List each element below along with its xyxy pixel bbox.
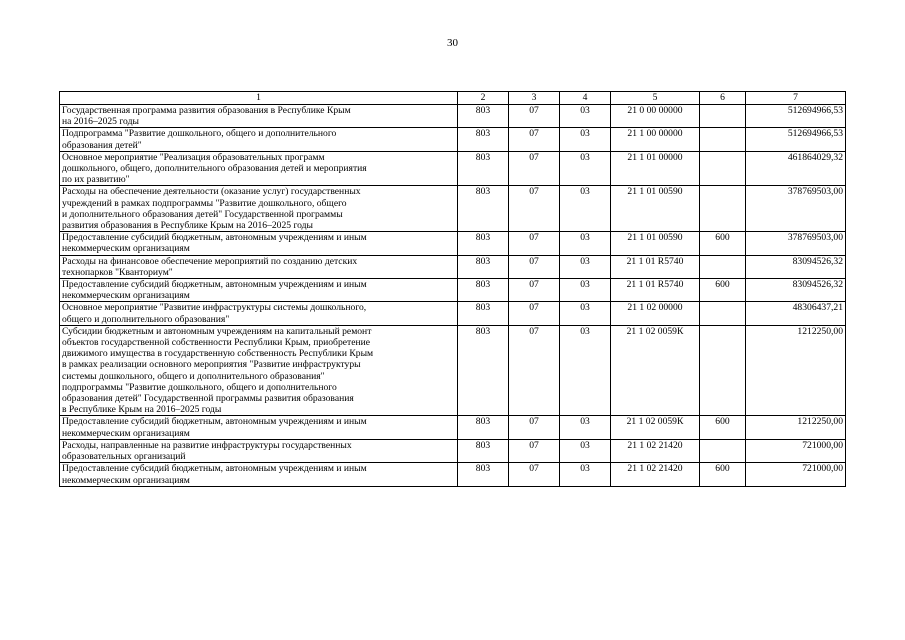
cell-description: Расходы на обеспечение деятельности (оказание услуг) государственных учреждений в рамках подпрограммы "Развитие дошкольного, общего и дополнительного образования детей" Государственной программы развития образования в Республике Крым на 2016–2025 годы [60, 186, 458, 232]
cell-section: 07 [509, 302, 560, 325]
cell-subsection: 03 [560, 105, 611, 128]
header-col-5: 5 [611, 92, 700, 105]
cell-expense-type [700, 186, 746, 232]
table-body [60, 105, 846, 487]
cell-target-article: 21 1 01 00590 [611, 232, 700, 255]
cell-target-article: 21 1 01 R5740 [611, 279, 700, 302]
cell-admin-code: 803 [458, 325, 509, 416]
cell-amount: 512694966,53 [746, 128, 846, 151]
cell-target-article: 21 1 01 R5740 [611, 255, 700, 278]
cell-amount: 378769503,00 [746, 186, 846, 232]
cell-description: Субсидии бюджетным и автономным учреждениям на капитальный ремонт объектов государственной собственности Республики Крым, приобретение движимого имущества в государственную собственность Республики Крым в рамках реализации основного мероприятия "Развитие инфраструктуры системы дошкольного, общего и дополнительного образования" подпрограммы "Развитие дошкольного, общего и дополнительного образования детей" Государственной программы развития образования в Республике Крым на 2016–2025 годы [60, 325, 458, 416]
table-row [60, 463, 846, 486]
header-col-4: 4 [560, 92, 611, 105]
cell-section: 07 [509, 416, 560, 439]
cell-section: 07 [509, 463, 560, 486]
cell-section: 07 [509, 255, 560, 278]
cell-section: 07 [509, 105, 560, 128]
cell-target-article: 21 1 02 0059К [611, 416, 700, 439]
cell-section: 07 [509, 151, 560, 186]
header-col-3: 3 [509, 92, 560, 105]
cell-expense-type [700, 255, 746, 278]
cell-section: 07 [509, 325, 560, 416]
cell-section: 07 [509, 128, 560, 151]
cell-target-article: 21 0 00 00000 [611, 105, 700, 128]
header-col-2: 2 [458, 92, 509, 105]
cell-expense-type [700, 151, 746, 186]
cell-admin-code: 803 [458, 232, 509, 255]
cell-amount: 378769503,00 [746, 232, 846, 255]
cell-expense-type [700, 128, 746, 151]
cell-subsection: 03 [560, 186, 611, 232]
table-row [60, 302, 846, 325]
header-col-1: 1 [60, 92, 458, 105]
cell-amount: 83094526,32 [746, 279, 846, 302]
cell-subsection: 03 [560, 128, 611, 151]
cell-target-article: 21 1 02 21420 [611, 439, 700, 462]
cell-description: Предоставление субсидий бюджетным, автономным учреждениям и иным некоммерческим организациям [60, 463, 458, 486]
cell-target-article: 21 1 00 00000 [611, 128, 700, 151]
cell-section: 07 [509, 232, 560, 255]
cell-expense-type [700, 302, 746, 325]
cell-amount: 48306437,21 [746, 302, 846, 325]
cell-admin-code: 803 [458, 255, 509, 278]
cell-amount: 721000,00 [746, 439, 846, 462]
cell-subsection: 03 [560, 439, 611, 462]
cell-subsection: 03 [560, 302, 611, 325]
cell-description: Расходы на финансовое обеспечение мероприятий по созданию детских технопарков "Кванториум" [60, 255, 458, 278]
cell-description: Расходы, направленные на развитие инфраструктуры государственных образовательных организаций [60, 439, 458, 462]
table-row [60, 128, 846, 151]
cell-expense-type: 600 [700, 232, 746, 255]
cell-expense-type [700, 439, 746, 462]
cell-description: Государственная программа развития образования в Республике Крым на 2016–2025 годы [60, 105, 458, 128]
table-row [60, 105, 846, 128]
page-number: 30 [447, 37, 458, 49]
cell-section: 07 [509, 186, 560, 232]
cell-subsection: 03 [560, 232, 611, 255]
cell-admin-code: 803 [458, 151, 509, 186]
header-row [60, 92, 846, 105]
header-col-7: 7 [746, 92, 846, 105]
cell-amount: 461864029,32 [746, 151, 846, 186]
budget-table [59, 91, 846, 487]
cell-amount: 1212250,00 [746, 325, 846, 416]
cell-description: Основное мероприятие "Реализация образовательных программ дошкольного, общего, дополнительного образования детей и мероприятия по их развитию" [60, 151, 458, 186]
cell-admin-code: 803 [458, 463, 509, 486]
cell-description: Предоставление субсидий бюджетным, автономным учреждениям и иным некоммерческим организациям [60, 232, 458, 255]
table-row [60, 439, 846, 462]
cell-description: Предоставление субсидий бюджетным, автономным учреждениям и иным некоммерческим организациям [60, 416, 458, 439]
cell-amount: 721000,00 [746, 463, 846, 486]
cell-description: Подпрограмма "Развитие дошкольного, общего и дополнительного образования детей" [60, 128, 458, 151]
cell-target-article: 21 1 01 00000 [611, 151, 700, 186]
table-row [60, 232, 846, 255]
header-col-6: 6 [700, 92, 746, 105]
table-row [60, 416, 846, 439]
cell-section: 07 [509, 439, 560, 462]
cell-subsection: 03 [560, 279, 611, 302]
cell-description: Предоставление субсидий бюджетным, автономным учреждениям и иным некоммерческим организациям [60, 279, 458, 302]
cell-admin-code: 803 [458, 279, 509, 302]
cell-admin-code: 803 [458, 416, 509, 439]
cell-section: 07 [509, 279, 560, 302]
cell-expense-type: 600 [700, 279, 746, 302]
cell-subsection: 03 [560, 151, 611, 186]
cell-admin-code: 803 [458, 128, 509, 151]
cell-expense-type: 600 [700, 416, 746, 439]
cell-target-article: 21 1 02 0059К [611, 325, 700, 416]
table-row [60, 325, 846, 416]
table-row [60, 186, 846, 232]
cell-admin-code: 803 [458, 186, 509, 232]
cell-admin-code: 803 [458, 439, 509, 462]
cell-target-article: 21 1 02 00000 [611, 302, 700, 325]
cell-description: Основное мероприятие "Развитие инфраструктуры системы дошкольного, общего и дополнительного образования" [60, 302, 458, 325]
cell-expense-type [700, 105, 746, 128]
cell-subsection: 03 [560, 463, 611, 486]
cell-subsection: 03 [560, 255, 611, 278]
cell-amount: 512694966,53 [746, 105, 846, 128]
cell-expense-type [700, 325, 746, 416]
cell-amount: 83094526,32 [746, 255, 846, 278]
cell-admin-code: 803 [458, 105, 509, 128]
cell-target-article: 21 1 02 21420 [611, 463, 700, 486]
cell-target-article: 21 1 01 00590 [611, 186, 700, 232]
table-row [60, 151, 846, 186]
cell-subsection: 03 [560, 325, 611, 416]
cell-subsection: 03 [560, 416, 611, 439]
cell-admin-code: 803 [458, 302, 509, 325]
cell-amount: 1212250,00 [746, 416, 846, 439]
cell-expense-type: 600 [700, 463, 746, 486]
table-row [60, 279, 846, 302]
table-row [60, 255, 846, 278]
